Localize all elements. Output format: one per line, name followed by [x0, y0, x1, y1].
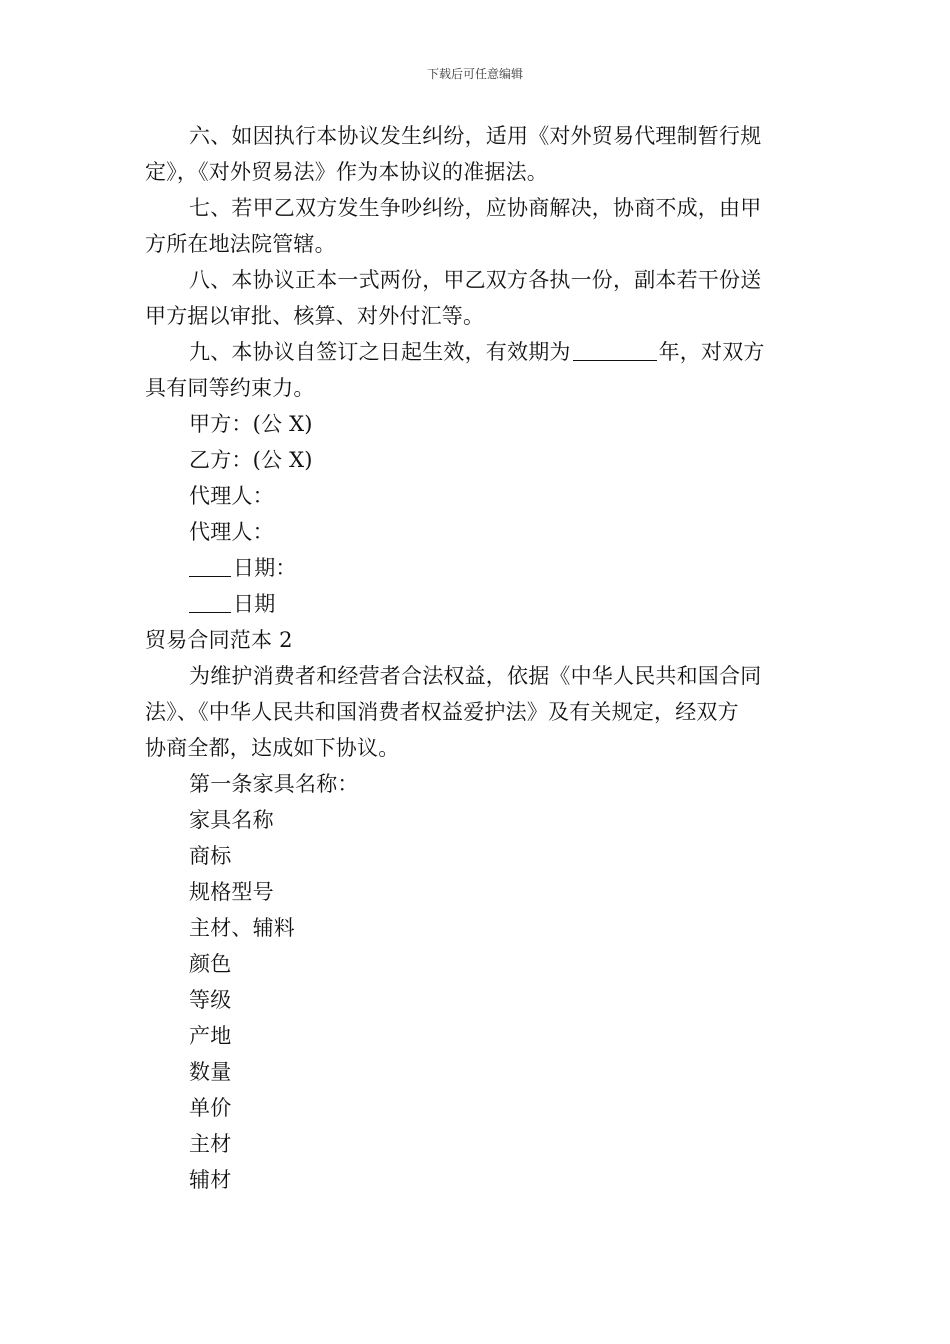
item-unit-price: 单价: [189, 1096, 232, 1120]
clause-8-line-1: 八、本协议正本一式两份，甲乙双方各执一份，副本若干份送: [189, 268, 762, 292]
item-auxiliary-material: 辅材: [189, 1168, 232, 1192]
section-2-intro-line-3: 协商全都，达成如下协议。: [145, 736, 400, 760]
section-2-title: 贸易合同范本 2: [145, 628, 293, 652]
item-origin: 产地: [189, 1024, 232, 1048]
item-model: 规格型号: [189, 880, 274, 904]
clause-6-line-1: 六、如因执行本协议发生纠纷，适用《对外贸易代理制暂行规: [189, 124, 762, 148]
document-body: [145, 118, 807, 1198]
item-trademark: 商标: [189, 844, 232, 868]
article-1-heading: 第一条家具名称：: [189, 772, 359, 796]
item-main-material: 主材: [189, 1132, 232, 1156]
clause-8-line-2: 甲方据以审批、核算、对外付汇等。: [145, 304, 485, 328]
date-1: [145, 550, 807, 586]
party-a-signature: 甲方：(公 X): [189, 412, 313, 436]
date-2-blank: [189, 590, 231, 613]
item-quantity: 数量: [189, 1060, 232, 1084]
page-header: 下载后可任意编辑: [426, 67, 523, 81]
clause-6-line-2: 定》，《对外贸易法》作为本协议的准据法。: [145, 160, 548, 184]
date-1-label: 日期：: [233, 556, 297, 580]
item-grade: 等级: [189, 988, 232, 1012]
clause-9-line-2: 具有同等约束力。: [145, 376, 315, 400]
section-2-intro-line-1: 为维护消费者和经营者合法权益，依据《中华人民共和国合同: [189, 664, 762, 688]
item-materials: 主材、辅料: [189, 916, 295, 940]
date-2: [145, 586, 807, 622]
agent-2-signature: 代理人：: [189, 520, 274, 544]
clause-7-line-1: 七、若甲乙双方发生争吵纠纷，应协商解决，协商不成，由甲: [189, 196, 762, 220]
party-b-signature: 乙方：(公 X): [189, 448, 313, 472]
clause-9-text-before: 九、本协议自签订之日起生效，有效期为: [189, 340, 571, 364]
item-color: 颜色: [189, 952, 232, 976]
agent-1-signature: 代理人：: [189, 484, 274, 508]
validity-years-blank: [573, 338, 657, 361]
clause-7-line-2: 方所在地法院管辖。: [145, 232, 336, 256]
item-furniture-name: 家具名称: [189, 808, 274, 832]
date-1-blank: [189, 554, 231, 577]
clause-9-text-after: 年，对双方: [658, 340, 765, 364]
clause-9-line-1: [145, 334, 807, 370]
section-2-intro-line-2: 法》、《中华人民共和国消费者权益爱护法》及有关规定，经双方: [145, 700, 739, 724]
date-2-label: 日期: [233, 592, 276, 616]
